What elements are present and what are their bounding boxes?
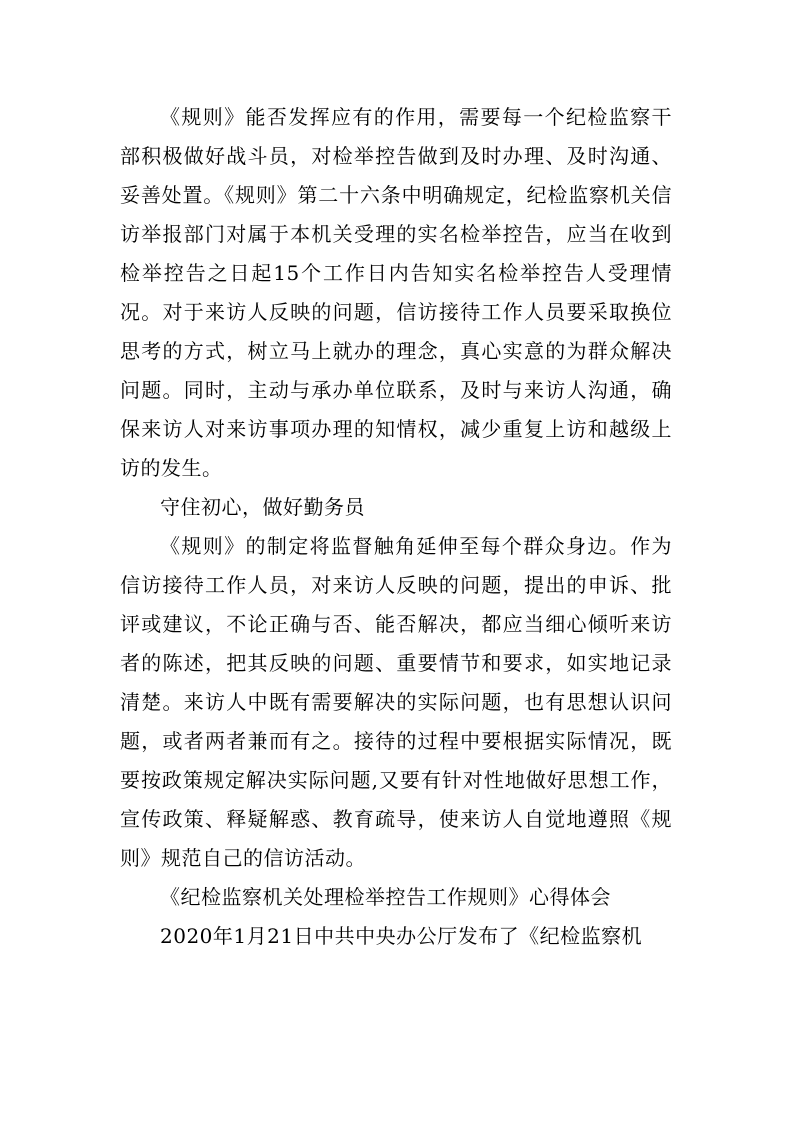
paragraph-release-date: 2020年1月21日中共中央办公厅发布了《纪检监察机 [160, 924, 643, 948]
document-body [120, 98, 672, 956]
section-heading-reflection-title: 《纪检监察机关处理检举控告工作规则》心得体会 [160, 885, 611, 909]
paragraph-duty-handling: 《规则》能否发挥应有的作用，需要每一个纪检监察干部积极做好战斗员，对检举控告做到及时办理、及时沟通、妥善处置。《规则》第二十六条中明确规定，纪检监察机关信访举报部门对属于本机关受理的实名检举控告，应当在收到检举控告之日起15个工作日内告知实名检举控告人受理情况。对于来访人反映的问题，信访接待工作人员要采取换位思考的方式，树立马上就办的理念，真心实意的为群众解决问题。同时，主动与承办单位联系，及时与来访人沟通，确保来访人对来访事项办理的知情权，减少重复上访和越级上访的发生。 [120, 105, 672, 480]
section-heading-original-intention: 守住初心，做好勤务员 [160, 495, 365, 519]
paragraph-supervision-reach: 《规则》的制定将监督触角延伸至每个群众身边。作为信访接待工作人员，对来访人反映的问题，提出的申诉、批评或建议，不论正确与否、能否解决，都应当细心倾听来访者的陈述，把其反映的问题、重要情节和要求，如实地记录清楚。来访人中既有需要解决的实际问题，也有思想认识问题，或者两者兼而有之。接待的过程中要根据实际情况，既要按政策规定解决实际问题,又要有针对性地做好思想工作，宣传政策、释疑解惑、教育疏导，使来访人自觉地遵照《规则》规范自己的信访活动。 [120, 534, 672, 870]
